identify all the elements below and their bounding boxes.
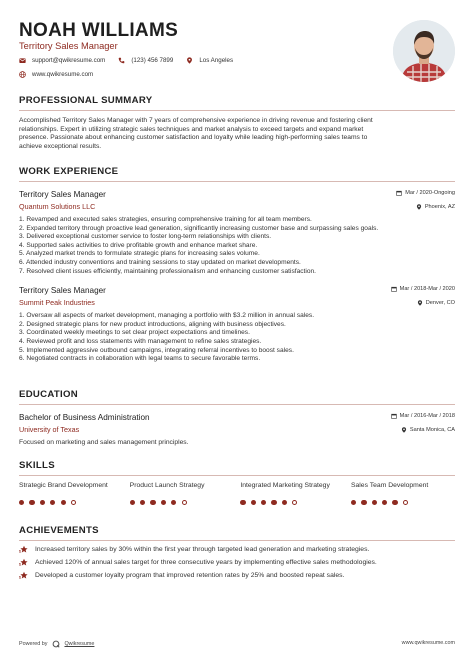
list-item: 4. Supported sales activities to drive profitable growth and enhance market share. <box>19 241 258 249</box>
trophy-star-icon <box>19 558 29 567</box>
list-item: 7. Resolved client issues efficiently, maintaining professionalism and enhancing customer satisfaction. <box>19 267 316 275</box>
summary-line: relationships. Expert in utilizing strategic sales techniques and market analysis to exceed targets and expand market <box>19 125 364 133</box>
contact-row <box>19 57 246 64</box>
education-date-text: Mar / 2016-Mar / 2018 <box>399 413 455 419</box>
rating-dot-filled <box>240 500 245 505</box>
website-text: www.qwikresume.com <box>32 71 94 78</box>
skills-row <box>19 482 455 505</box>
skill-item <box>351 482 455 505</box>
calendar-icon <box>391 413 397 419</box>
rating-dot-filled <box>251 500 256 505</box>
rating-dot-filled <box>40 500 45 505</box>
phone-item[interactable] <box>118 57 173 64</box>
summary-line: presence. Passionate about enhancing customer satisfaction and loyalty while leading high-performing sales teams to <box>19 134 368 142</box>
website-item[interactable] <box>19 71 93 78</box>
experience-heading: WORK EXPERIENCE <box>19 166 119 177</box>
candidate-title: Territory Sales Manager <box>19 41 118 51</box>
calendar-icon <box>396 190 402 196</box>
rating-dot-filled <box>392 500 397 505</box>
avatar <box>393 20 455 82</box>
education-date <box>391 413 455 419</box>
rating-dot-empty <box>292 500 297 505</box>
footer-website[interactable]: www.qwikresume.com <box>401 640 455 646</box>
rating-dot-filled <box>50 500 55 505</box>
skill-name: Product Launch Strategy <box>129 482 205 489</box>
profile-photo <box>393 20 455 82</box>
job-entry <box>19 286 455 364</box>
brand-link[interactable]: Qwikresume <box>64 641 95 647</box>
list-item: 1. Oversaw all aspects of market development, managing a portfolio with $3.2 million in annual sales. <box>19 312 315 320</box>
education-location <box>401 427 455 433</box>
calendar-icon <box>391 286 397 292</box>
achievement-text: Achieved 120% of annual sales target for three consecutive years by implementing effective sales methodologies. <box>35 559 377 566</box>
location-pin-icon <box>416 204 422 210</box>
job-location-text: Phoenix, AZ <box>424 203 455 210</box>
list-item: 3. Delivered exceptional customer service to foster long-term relationships with clients. <box>19 233 272 241</box>
rating-dot-filled <box>130 500 135 505</box>
job-entry <box>19 190 455 276</box>
job-title: Territory Sales Manager <box>19 190 106 199</box>
education-entry <box>19 413 455 448</box>
rating-dot-filled <box>282 500 287 505</box>
rating-dot-filled <box>382 500 387 505</box>
list-item: 5. Implemented aggressive outbound campaigns, integrating referral incentives to boost sales. <box>19 346 294 354</box>
section-divider <box>19 475 455 476</box>
location-pin-icon <box>186 57 193 64</box>
phone-icon <box>118 57 125 64</box>
list-item: 4. Reviewed profit and loss statements with management to refine sales strategies. <box>19 337 262 345</box>
email-item[interactable] <box>19 57 105 64</box>
job-location <box>416 204 455 210</box>
education-note: Focused on marketing and sales management principles. <box>19 439 189 446</box>
trophy-star-icon <box>19 545 29 554</box>
skill-name: Integrated Marketing Strategy <box>240 482 330 489</box>
rating-dot-filled <box>29 500 34 505</box>
summary-text <box>19 117 455 151</box>
summary-heading: PROFESSIONAL SUMMARY <box>19 95 153 106</box>
rating-dot-empty <box>403 500 408 505</box>
list-item: 6. Negotiated contracts in collaboration with legal teams to secure favorable terms. <box>19 355 261 363</box>
achievement-text: Increased territory sales by 30% within the first year through targeted lead generation and marketing strategies. <box>35 546 370 553</box>
rating-dot-filled <box>150 500 155 505</box>
skill-item <box>19 482 123 505</box>
education-location-text: Santa Monica, CA <box>409 426 455 433</box>
summary-line: Accomplished Territory Sales Manager with 7 years of comprehensive experience in driving revenue and fostering client <box>19 117 373 124</box>
location-item <box>186 57 233 64</box>
achievement-item <box>19 558 455 567</box>
list-item: 2. Expanded territory through proactive lead generation, significantly increasing customer base and surpassing sales goals. <box>19 224 379 232</box>
email-text: support@qwikresume.com <box>32 57 106 64</box>
section-divider <box>19 404 455 405</box>
rating-dot-filled <box>271 500 276 505</box>
rating-dot-empty <box>182 500 187 505</box>
skill-name: Sales Team Development <box>350 482 429 489</box>
school: University of Texas <box>19 425 80 434</box>
skill-item <box>130 482 234 505</box>
experience-section <box>19 166 455 364</box>
location-pin-icon <box>401 427 407 433</box>
skills-section <box>19 460 455 505</box>
job-date <box>391 286 455 292</box>
list-item: 1. Revamped and executed sales strategies, ensuring comprehensive training for all team members. <box>19 216 312 223</box>
education-section <box>19 389 455 448</box>
education-heading: EDUCATION <box>19 389 79 400</box>
section-divider <box>19 540 455 541</box>
skill-item <box>240 482 344 505</box>
skill-rating <box>19 500 123 505</box>
job-date-text: Mar / 2018-Mar / 2020 <box>399 286 455 293</box>
location-text: Los Angeles <box>199 57 234 64</box>
rating-dot-filled <box>140 500 145 505</box>
summary-section <box>19 95 455 151</box>
qwikresume-logo-icon <box>52 640 60 648</box>
powered-by-label: Powered by <box>19 641 48 647</box>
rating-dot-filled <box>261 500 266 505</box>
job-company: Summit Peak Industries <box>19 298 95 308</box>
rating-dot-filled <box>161 500 166 505</box>
skill-name: Strategic Brand Development <box>19 482 108 489</box>
job-date-text: Mar / 2020-Ongoing <box>405 190 455 196</box>
list-item: 6. Attended industry conventions and training sessions to stay updated on market developments. <box>19 258 301 266</box>
achievement-item <box>19 571 455 580</box>
achievements-heading: ACHIEVEMENTS <box>19 525 99 536</box>
skill-rating <box>130 500 234 505</box>
achievement-item <box>19 545 455 554</box>
achievements-section <box>19 525 455 580</box>
job-company: Quantum Solutions LLC <box>19 202 96 211</box>
job-location-text: Denver, CO <box>425 299 455 306</box>
candidate-name: NOAH WILLIAMS <box>19 20 179 41</box>
rating-dot-filled <box>171 500 176 505</box>
trophy-star-icon <box>19 571 29 580</box>
email-icon <box>19 57 26 64</box>
degree: Bachelor of Business Administration <box>19 413 150 422</box>
globe-icon <box>19 71 26 78</box>
section-divider <box>19 110 455 111</box>
skills-heading: SKILLS <box>19 460 55 471</box>
section-divider <box>19 181 455 182</box>
location-pin-icon <box>417 300 423 306</box>
phone-text: (123) 456 7899 <box>131 57 174 64</box>
achievement-text: Developed a customer loyalty program that improved retention rates by 25% and boosted repeat sales. <box>35 572 345 579</box>
summary-line: achieve exceptional results. <box>19 142 102 150</box>
rating-dot-filled <box>19 500 24 505</box>
job-bullets <box>19 312 455 364</box>
rating-dot-empty <box>71 500 76 505</box>
job-location <box>417 300 455 306</box>
job-date <box>396 190 455 196</box>
skill-rating <box>240 500 344 505</box>
rating-dot-filled <box>372 500 377 505</box>
job-title: Territory Sales Manager <box>19 286 106 296</box>
rating-dot-filled <box>351 500 356 505</box>
job-bullets <box>19 216 455 276</box>
footer-powered-by <box>19 640 94 648</box>
list-item: 5. Analyzed market trends to formulate strategic plans for increasing sales volume. <box>19 250 260 258</box>
skill-rating <box>351 500 455 505</box>
list-item: 3. Coordinated weekly meetings to set clear project expectations and timelines. <box>19 329 250 337</box>
list-item: 2. Designed strategic plans for new product introductions, aligning with business objectives. <box>19 320 286 328</box>
rating-dot-filled <box>361 500 366 505</box>
rating-dot-filled <box>61 500 66 505</box>
